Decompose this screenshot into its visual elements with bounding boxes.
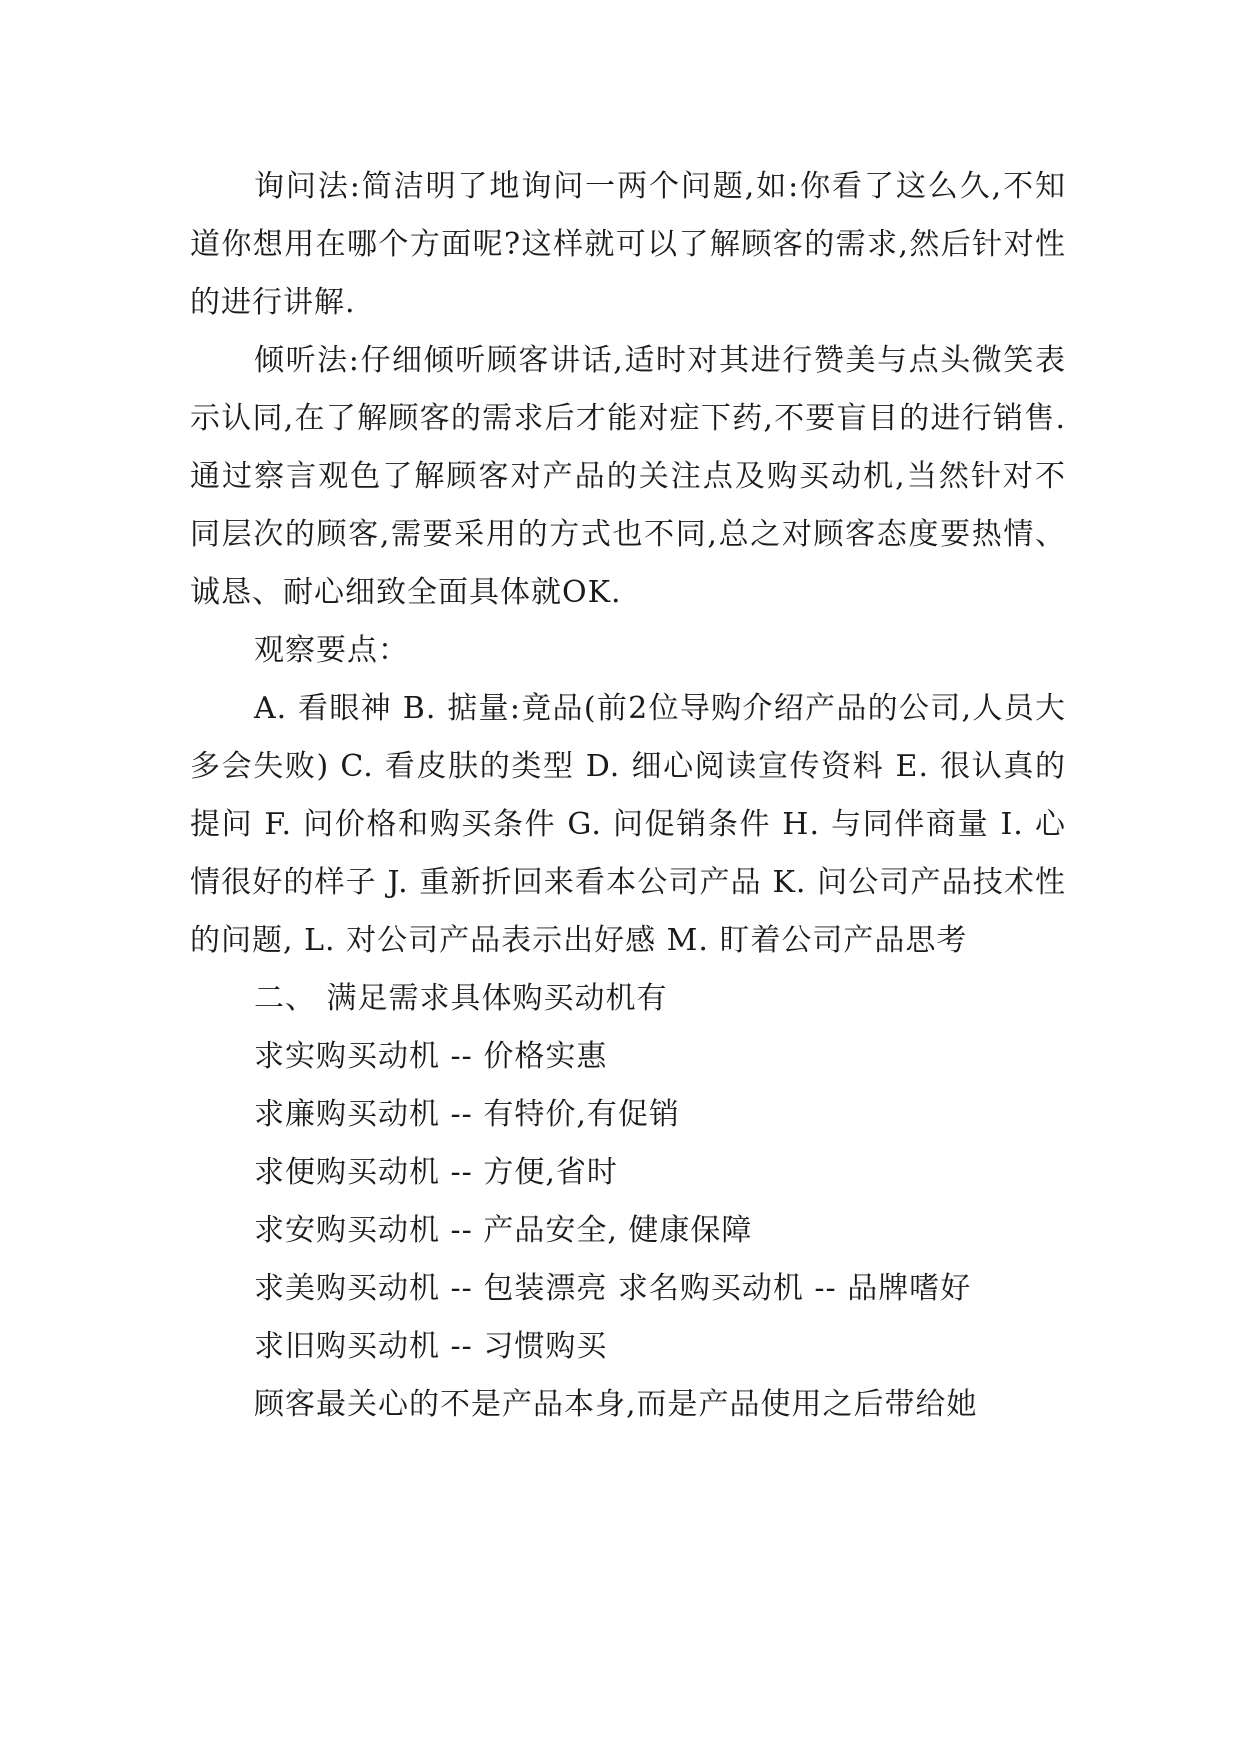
paragraph-motive-convenience: 求便购买动机 -- 方便,省时	[254, 1155, 618, 1190]
paragraph-section-two-heading: 二、 满足需求具体购买动机有	[254, 981, 668, 1016]
paragraph-motive-cheap: 求廉购买动机 -- 有特价,有促销	[254, 1097, 680, 1132]
paragraph-motive-safety: 求安购买动机 -- 产品安全, 健康保障	[254, 1213, 753, 1248]
paragraph-observation-points: A. 看眼神 B. 掂量:竟品(前2位导购介绍产品的公司,人员大多会失败) C. 看皮肤的类型 D. 细心阅读宣传资料 E. 很认真的提问 F. 问价格和购买条件 G. 问促销条件 H. 与同伴商量 I. 心情很好的样子 J. 重新折回来看本公司产品 K. 问公司产品技术性的问题, L. 对公司产品表示出好感 M. 盯着公司产品思考	[190, 691, 1066, 958]
paragraph-observation-heading: 观察要点：	[254, 633, 409, 668]
paragraph-inquiry-method: 询问法:简洁明了地询问一两个问题,如:你看了这么久,不知道你想用在哪个方面呢?这样就可以了解顾客的需求,然后针对性的进行讲解.	[190, 169, 1066, 320]
paragraph-motive-beauty-brand: 求美购买动机 -- 包装漂亮 求名购买动机 -- 品牌嗜好	[254, 1271, 972, 1306]
paragraph-motive-habit: 求旧购买动机 -- 习惯购买	[254, 1329, 608, 1364]
paragraph-customer-concern: 顾客最关心的不是产品本身,而是产品使用之后带给她	[254, 1387, 978, 1422]
paragraph-listening-method: 倾听法:仔细倾听顾客讲话,适时对其进行赞美与点头微笑表示认同,在了解顾客的需求后才能对症下药,不要盲目的进行销售.通过察言观色了解顾客对产品的关注点及购买动机,当然针对不同层次的顾客,需要采用的方式也不同,总之对顾客态度要热情、诚恳、耐心细致全面具体就OK.	[190, 343, 1066, 610]
document-body	[190, 158, 1066, 1434]
paragraph-motive-practical: 求实购买动机 -- 价格实惠	[254, 1039, 608, 1074]
